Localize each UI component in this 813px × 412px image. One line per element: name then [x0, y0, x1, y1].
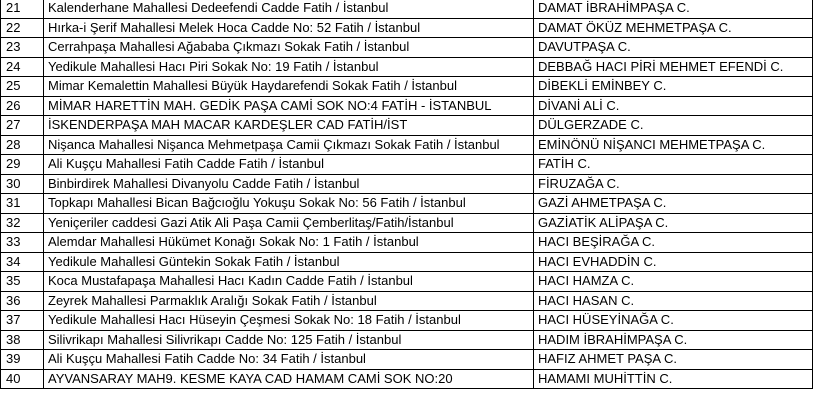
table-row — [1, 350, 813, 370]
address-cell[interactable]: Ali Kuşçu Mahallesi Fatih Cadde No: 34 Fatih / İstanbul — [44, 350, 534, 370]
address-cell[interactable]: Yeniçeriler caddesi Gazi Atik Ali Paşa Camii Çemberlitaş/Fatih/İstanbul — [44, 213, 534, 233]
table-row — [1, 194, 813, 214]
school-name-cell[interactable]: HACI HASAN C. — [534, 291, 813, 311]
row-number-cell[interactable]: 28 — [1, 135, 44, 155]
address-cell[interactable]: Nişanca Mahallesi Nişanca Mehmetpaşa Camii Çıkmazı Sokak Fatih / İstanbul — [44, 135, 534, 155]
school-name-cell[interactable]: HACI EVHADDİN C. — [534, 252, 813, 272]
address-cell[interactable]: Cerrahpaşa Mahallesi Ağababa Çıkmazı Sokak Fatih / İstanbul — [44, 38, 534, 58]
table-row — [1, 38, 813, 58]
table-row — [1, 233, 813, 253]
row-number-cell[interactable]: 36 — [1, 291, 44, 311]
table-row — [1, 311, 813, 331]
address-cell[interactable]: Alemdar Mahallesi Hükümet Konağı Sokak No: 1 Fatih / İstanbul — [44, 233, 534, 253]
row-number-cell[interactable]: 33 — [1, 233, 44, 253]
address-cell[interactable]: Mimar Kemalettin Mahallesi Büyük Haydarefendi Sokak Fatih / İstanbul — [44, 77, 534, 97]
school-name-cell[interactable]: HADIM İBRAHİMPAŞA C. — [534, 330, 813, 350]
school-name-cell[interactable]: DAMAT İBRAHİMPAŞA C. — [534, 0, 813, 18]
table-row — [1, 252, 813, 272]
row-number-cell[interactable]: 29 — [1, 155, 44, 175]
address-cell[interactable]: Hırka-i Şerif Mahallesi Melek Hoca Cadde No: 52 Fatih / İstanbul — [44, 18, 534, 38]
row-number-cell[interactable]: 23 — [1, 38, 44, 58]
row-number-cell[interactable]: 21 — [1, 0, 44, 18]
row-number-cell[interactable]: 30 — [1, 174, 44, 194]
row-number-cell[interactable]: 25 — [1, 77, 44, 97]
table-row — [1, 18, 813, 38]
row-number-cell[interactable]: 24 — [1, 57, 44, 77]
address-cell[interactable]: Binbirdirek Mahallesi Divanyolu Cadde Fatih / İstanbul — [44, 174, 534, 194]
table-row — [1, 135, 813, 155]
table-row — [1, 272, 813, 292]
row-number-cell[interactable]: 34 — [1, 252, 44, 272]
address-cell[interactable]: Silivrikapı Mahallesi Silivrikapı Cadde No: 125 Fatih / İstanbul — [44, 330, 534, 350]
row-number-cell[interactable]: 37 — [1, 311, 44, 331]
table-body — [1, 0, 813, 389]
school-name-cell[interactable]: HACI BEŞİRAĞA C. — [534, 233, 813, 253]
address-cell[interactable]: Kalenderhane Mahallesi Dedeefendi Cadde Fatih / İstanbul — [44, 0, 534, 18]
school-name-cell[interactable]: DİVANİ ALİ C. — [534, 96, 813, 116]
address-cell[interactable]: Zeyrek Mahallesi Parmaklık Aralığı Sokak Fatih / İstanbul — [44, 291, 534, 311]
address-cell[interactable]: Yedikule Mahallesi Hacı Hüseyin Çeşmesi Sokak No: 18 Fatih / İstanbul — [44, 311, 534, 331]
school-name-cell[interactable]: FATİH C. — [534, 155, 813, 175]
school-name-cell[interactable]: HAFIZ AHMET PAŞA C. — [534, 350, 813, 370]
school-name-cell[interactable]: DİBEKLİ EMİNBEY C. — [534, 77, 813, 97]
table-row — [1, 96, 813, 116]
row-number-cell[interactable]: 32 — [1, 213, 44, 233]
table-row — [1, 116, 813, 136]
address-cell[interactable]: İSKENDERPAŞA MAH MACAR KARDEŞLER CAD FATİH/İST — [44, 116, 534, 136]
row-number-cell[interactable]: 27 — [1, 116, 44, 136]
table-row — [1, 369, 813, 389]
address-cell[interactable]: Yedikule Mahallesi Hacı Piri Sokak No: 19 Fatih / İstanbul — [44, 57, 534, 77]
address-cell[interactable]: MİMAR HARETTİN MAH. GEDİK PAŞA CAMİ SOK NO:4 FATİH - İSTANBUL — [44, 96, 534, 116]
school-name-cell[interactable]: DAVUTPAŞA C. — [534, 38, 813, 58]
row-number-cell[interactable]: 31 — [1, 194, 44, 214]
table-row — [1, 330, 813, 350]
school-name-cell[interactable]: GAZİATİK ALİPAŞA C. — [534, 213, 813, 233]
row-number-cell[interactable]: 38 — [1, 330, 44, 350]
school-name-cell[interactable]: HAMAMI MUHİTTİN C. — [534, 369, 813, 389]
school-name-cell[interactable]: GAZİ AHMETPAŞA C. — [534, 194, 813, 214]
table-row — [1, 155, 813, 175]
address-cell[interactable]: Ali Kuşçu Mahallesi Fatih Cadde Fatih / İstanbul — [44, 155, 534, 175]
school-name-cell[interactable]: FİRUZAĞA C. — [534, 174, 813, 194]
table-row — [1, 77, 813, 97]
row-number-cell[interactable]: 39 — [1, 350, 44, 370]
table-row — [1, 174, 813, 194]
address-cell[interactable]: Topkapı Mahallesi Bican Bağcıoğlu Yokuşu Sokak No: 56 Fatih / İstanbul — [44, 194, 534, 214]
school-name-cell[interactable]: DEBBAĞ HACI PİRİ MEHMET EFENDİ C. — [534, 57, 813, 77]
table-row — [1, 291, 813, 311]
address-cell[interactable]: Yedikule Mahallesi Güntekin Sokak Fatih / İstanbul — [44, 252, 534, 272]
address-cell[interactable]: Koca Mustafapaşa Mahallesi Hacı Kadın Cadde Fatih / İstanbul — [44, 272, 534, 292]
table-row — [1, 57, 813, 77]
row-number-cell[interactable]: 26 — [1, 96, 44, 116]
school-name-cell[interactable]: DÜLGERZADE C. — [534, 116, 813, 136]
row-number-cell[interactable]: 40 — [1, 369, 44, 389]
school-name-cell[interactable]: HACI HÜSEYİNAĞA C. — [534, 311, 813, 331]
table-row — [1, 213, 813, 233]
school-name-cell[interactable]: HACI HAMZA C. — [534, 272, 813, 292]
address-cell[interactable]: AYVANSARAY MAH9. KESME KAYA CAD HAMAM CAMİ SOK NO:20 — [44, 369, 534, 389]
row-number-cell[interactable]: 22 — [1, 18, 44, 38]
row-number-cell[interactable]: 35 — [1, 272, 44, 292]
table-row — [1, 0, 813, 18]
school-name-cell[interactable]: EMİNÖNÜ NİŞANCI MEHMETPAŞA C. — [534, 135, 813, 155]
school-name-cell[interactable]: DAMAT ÖKÜZ MEHMETPAŞA C. — [534, 18, 813, 38]
